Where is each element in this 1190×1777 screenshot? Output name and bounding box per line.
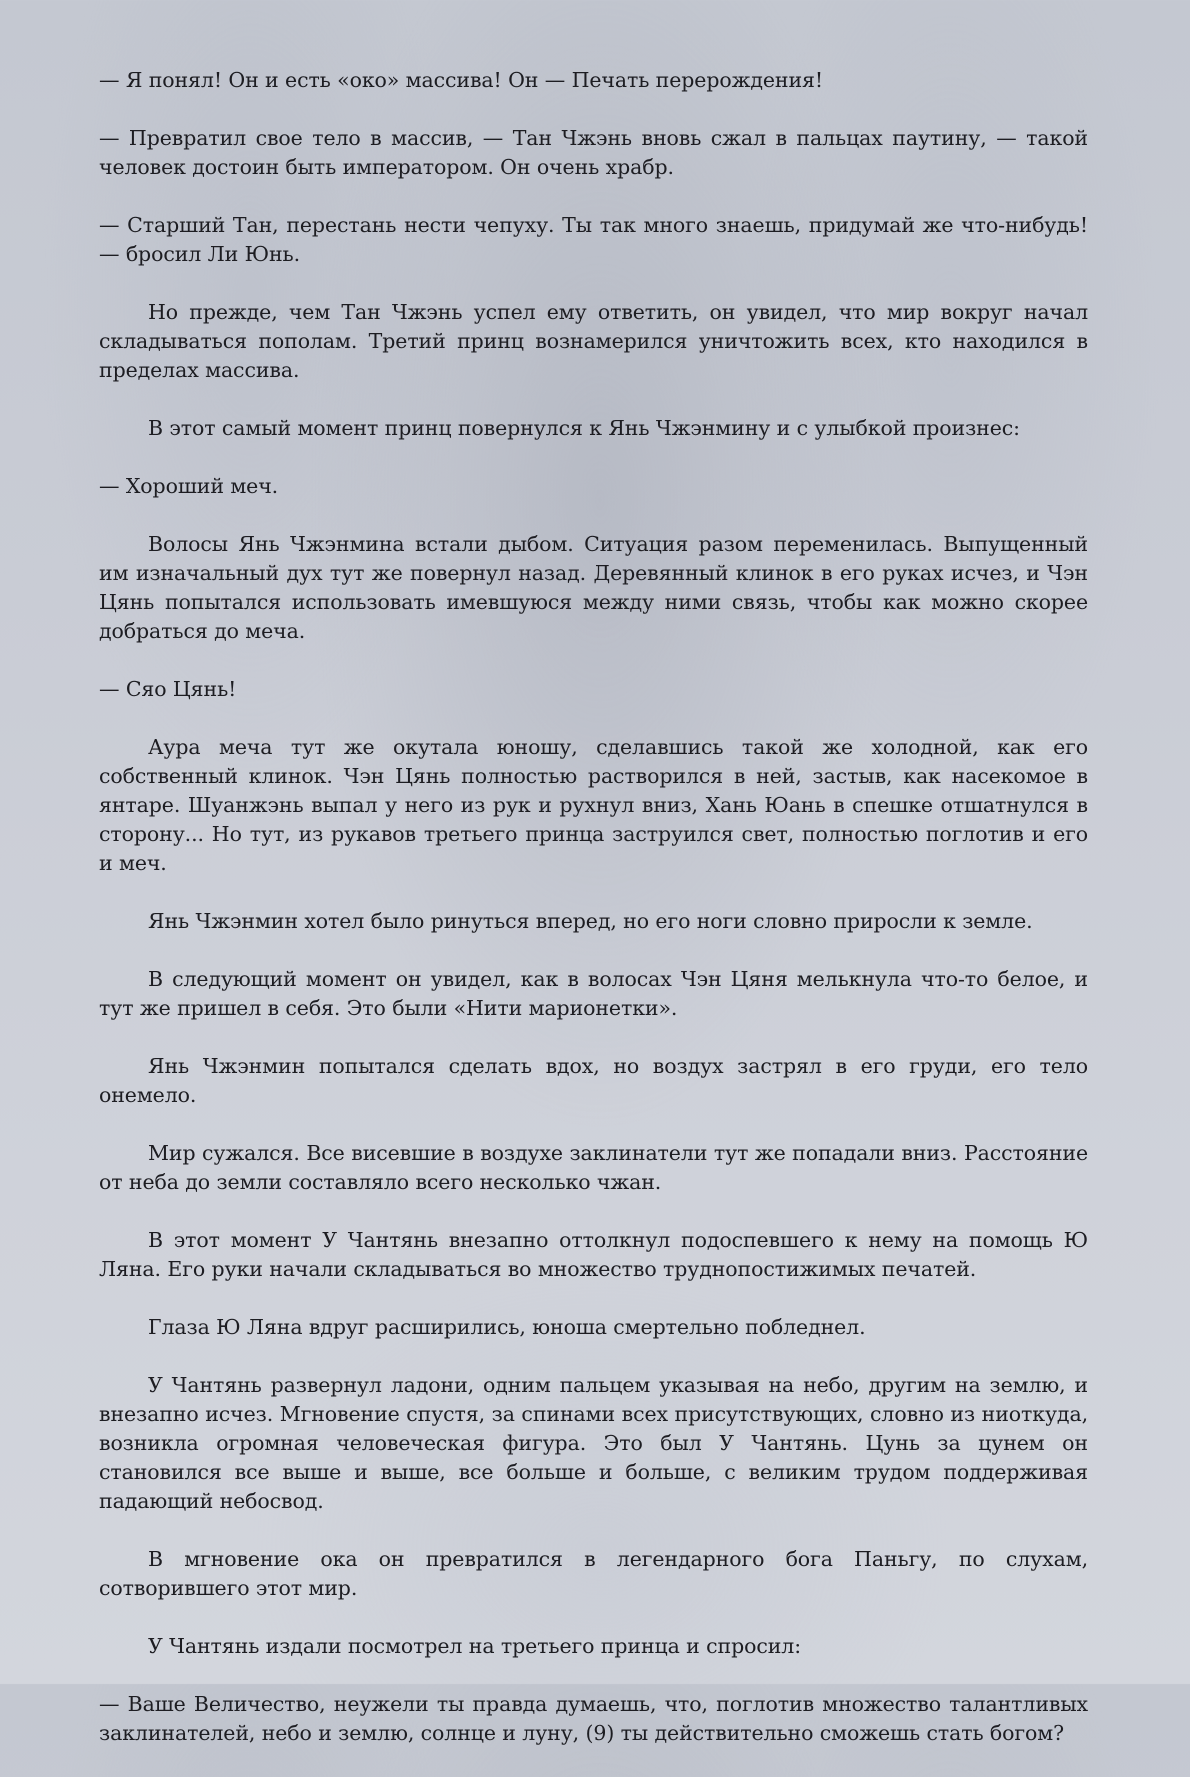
paragraph: — Старший Тан, перестань нести чепуху. Ты так много знаешь, придумай же что-нибудь! — бросил Ли Юнь. <box>99 213 1088 266</box>
paragraph: Глаза Ю Ляна вдруг расширились, юноша смертельно побледнел. <box>148 1315 866 1339</box>
paragraph: — Ваше Величество, неужели ты правда думаешь, что, поглотив множество талантливых заклинателей, небо и землю, солнце и луну, (9) ты действительно сможешь стать богом? <box>99 1692 1088 1745</box>
paragraph: — Хороший меч. <box>99 474 279 498</box>
paragraph: — Сяо Цянь! <box>99 677 237 701</box>
paragraph: У Чантянь издали посмотрел на третьего принца и спросил: <box>148 1634 802 1658</box>
paragraph: В этот момент У Чантянь внезапно оттолкнул подоспевшего к нему на помощь Ю Ляна. Его руки начали складываться во множество труднопостижимых печатей. <box>99 1228 1088 1281</box>
paragraph: Волосы Янь Чжэнмина встали дыбом. Ситуация разом переменилась. Выпущенный им изначальный дух тут же повернул назад. Деревянный клинок в его руках исчез, и Чэн Цянь попытался использовать имевшуюся между ними связь, чтобы как можно скорее добраться до меча. <box>99 532 1088 643</box>
document-page <box>99 66 1088 1777</box>
paragraph: Мир сужался. Все висевшие в воздухе заклинатели тут же попадали вниз. Расстояние от неба до земли составляло всего несколько чжан. <box>99 1141 1088 1194</box>
paragraph: Янь Чжэнмин попытался сделать вдох, но воздух застрял в его груди, его тело онемело. <box>99 1054 1088 1107</box>
paragraph: В мгновение ока он превратился в легендарного бога Паньгу, по слухам, сотворившего этот мир. <box>99 1547 1088 1600</box>
paragraph: Янь Чжэнмин хотел было ринуться вперед, но его ноги словно приросли к земле. <box>148 909 1033 933</box>
paragraph: В этот самый момент принц повернулся к Янь Чжэнмину и с улыбкой произнес: <box>148 416 1020 440</box>
paragraph: Аура меча тут же окутала юношу, сделавшись такой же холодной, как его собственный клинок. Чэн Цянь полностью растворился в ней, застыв, как насекомое в янтаре. Шуанжэнь выпал у него из рук и рухнул вниз, Хань Юань в спешке отшатнулся в сторону... Но тут, из рукавов третьего принца заструился свет, полностью поглотив и его и меч. <box>99 735 1088 875</box>
paragraph: В следующий момент он увидел, как в волосах Чэн Цяня мелькнула что-то белое, и тут же пришел в себя. Это были «Нити марионетки». <box>99 967 1088 1020</box>
paragraph: — Я понял! Он и есть «око» массива! Он — Печать перерождения! <box>99 68 824 92</box>
paragraph: — Превратил свое тело в массив, — Тан Чжэнь вновь сжал в пальцах паутину, — такой человек достоин быть императором. Он очень храбр. <box>99 126 1088 179</box>
paragraph: У Чантянь развернул ладони, одним пальцем указывая на небо, другим на землю, и внезапно исчез. Мгновение спустя, за спинами всех присутствующих, словно из ниоткуда, возникла огромная человеческая фигура. Это был У Чантянь. Цунь за цунем он становился все выше и выше, все больше и больше, с великим трудом поддерживая падающий небосвод. <box>99 1373 1088 1513</box>
paragraph: Но прежде, чем Тан Чжэнь успел ему ответить, он увидел, что мир вокруг начал складываться пополам. Третий принц вознамерился уничтожить всех, кто находился в пределах массива. <box>99 300 1088 382</box>
